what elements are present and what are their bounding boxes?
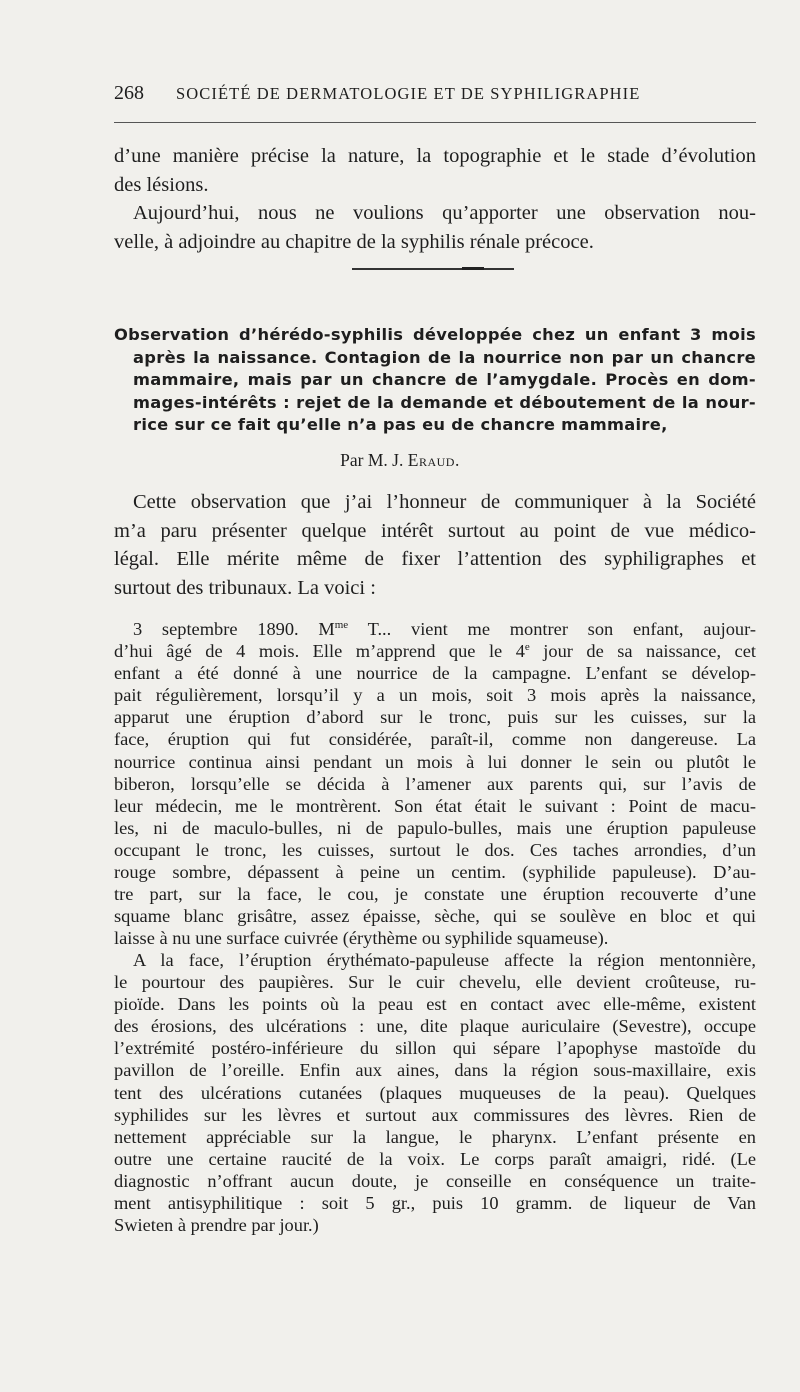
text-line: pioïde. Dans les points où la peau est en contact avec elle-même, existent bbox=[114, 994, 756, 1015]
text-line: m’a paru présenter quelque intérêt surtout au point de vue médico- bbox=[114, 519, 756, 542]
text-line: Swieten à prendre par jour.) bbox=[114, 1215, 319, 1236]
text-line: A la face, l’éruption érythémato-papuleuse affecte la région mentonnière, bbox=[133, 950, 756, 970]
text-line: syphilides sur les lèvres et surtout aux commissures des lèvres. Rien de bbox=[114, 1104, 756, 1125]
text-line: le pourtour des paupières. Sur le cuir chevelu, elle devient croûteuse, ru- bbox=[114, 972, 756, 993]
text-line: l’extrémité postéro-inférieure du sillon qui sépare l’apophyse mastoïde du bbox=[114, 1038, 756, 1059]
text-line: rouge sombre, dépassent à peine un centim. (syphilide papuleuse). D’au- bbox=[114, 862, 756, 883]
text-line: leur médecin, me le montrèrent. Son état était le suivant : Point de macu- bbox=[114, 795, 756, 816]
title-line: après la naissance. Contagion de la nourrice non par un chancre bbox=[133, 347, 756, 367]
text-line: ment antisyphilitique : soit 5 gr., puis 10 gramm. de liqueur de Van bbox=[114, 1193, 756, 1214]
intro-paragraph bbox=[114, 142, 756, 256]
text-line: 3 septembre 1890. $M^{me}$ T... vient me montrer son enfant, aujour- bbox=[133, 618, 756, 639]
text-line: biberon, lorsqu’elle se décida à l’amener aux parents qui, sur l’avis de bbox=[114, 773, 756, 794]
author-name: Eraud. bbox=[407, 450, 460, 470]
text-line: tent des ulcérations cutanées (plaques muqueuses de la peau). Quelques bbox=[114, 1082, 756, 1103]
text-line: diagnostic n’offrant aucun doute, je conseille en conséquence un traite- bbox=[114, 1170, 756, 1191]
text-line: face, éruption qui fut considérée, paraît-il, comme non dangereuse. La bbox=[114, 729, 756, 750]
title-line: Observation d’hérédo-syphilis développée chez un enfant 3 mois bbox=[114, 325, 756, 344]
title-line: rice sur ce fait qu’elle n’a pas eu de chancre mammaire, bbox=[133, 415, 668, 434]
observation-title bbox=[114, 324, 756, 437]
text-line: outre une certaine raucité de la voix. Le corps paraît amaigri, ridé. (Le bbox=[114, 1148, 756, 1169]
text-line: légal. Elle mérite même de fixer l’attention des syphiligraphes et bbox=[114, 548, 756, 570]
running-title: SOCIÉTÉ DE DERMATOLOGIE ET DE SYPHILIGRAPHIE bbox=[176, 84, 641, 103]
text-line: pait régulièrement, lorsqu’il y a un mois, soit 3 mois après la naissance, bbox=[114, 685, 756, 706]
text-line: des érosions, des ulcérations : une, dite plaque auriculaire (Sevestre), occupe bbox=[114, 1016, 756, 1037]
text-line: Aujourd’hui, nous ne voulions qu’apporter une observation nou- bbox=[133, 202, 756, 224]
author-line bbox=[0, 450, 800, 471]
lead-paragraph bbox=[114, 488, 756, 602]
title-line: mages-intérêts : rejet de la demande et déboutement de la nour- bbox=[133, 392, 756, 412]
text-line: laisse à nu une surface cuivrée (érythème ou syphilide squameuse). bbox=[114, 928, 609, 949]
text-line: pavillon de l’oreille. Enfin aux aines, dans la région sous-maxillaire, exis bbox=[114, 1060, 756, 1081]
text-line: des lésions. bbox=[114, 173, 209, 196]
case-paragraph bbox=[114, 618, 756, 949]
text-line: d’hui âgé de 4 mois. Elle m’apprend que le 4e jour de sa naissance, cet bbox=[114, 640, 756, 662]
text-line: surtout des tribunaux. La voici : bbox=[114, 576, 376, 599]
title-line: mammaire, mais par un chancre de l’amygdale. Procès en dom- bbox=[133, 370, 756, 389]
text-line: nettement appréciable sur la langue, le pharynx. L’enfant présente en bbox=[114, 1126, 756, 1147]
text-line: les, ni de maculo-bulles, ni de papulo-bulles, mais une éruption papuleuse bbox=[114, 817, 756, 838]
text-line: velle, à adjoindre au chapitre de la syphilis rénale précoce. bbox=[114, 230, 594, 253]
text-line: squame blanc grisâtre, assez épaisse, sèche, qui se soulève en bloc et qui bbox=[114, 906, 756, 927]
running-header bbox=[114, 82, 756, 110]
text-line: tre part, sur la face, le cou, je constate une éruption recouverte d’une bbox=[114, 884, 756, 905]
text-line: nourrice continua ainsi pendant un mois à lui donner le sein ou plutôt le bbox=[114, 751, 756, 772]
face-paragraph bbox=[114, 949, 756, 1236]
author-prefix: Par M. J. bbox=[340, 450, 404, 470]
text-line: Cette observation que j’ai l’honneur de communiquer à la Société bbox=[133, 491, 756, 513]
text-line: enfant a été donné à une nourrice de la campagne. L’enfant se dévelop- bbox=[114, 663, 756, 684]
page-number: 268 bbox=[114, 82, 144, 104]
text-line: d’une manière précise la nature, la topographie et le stade d’évolution bbox=[114, 145, 756, 167]
text-line: apparut une éruption d’abord sur le tronc, puis sur les cuisses, sur la bbox=[114, 707, 756, 728]
section-ornament-rule bbox=[352, 268, 514, 270]
header-rule bbox=[114, 122, 756, 123]
text-line: occupant le tronc, les cuisses, surtout le dos. Ces taches arrondies, d’un bbox=[114, 839, 756, 860]
